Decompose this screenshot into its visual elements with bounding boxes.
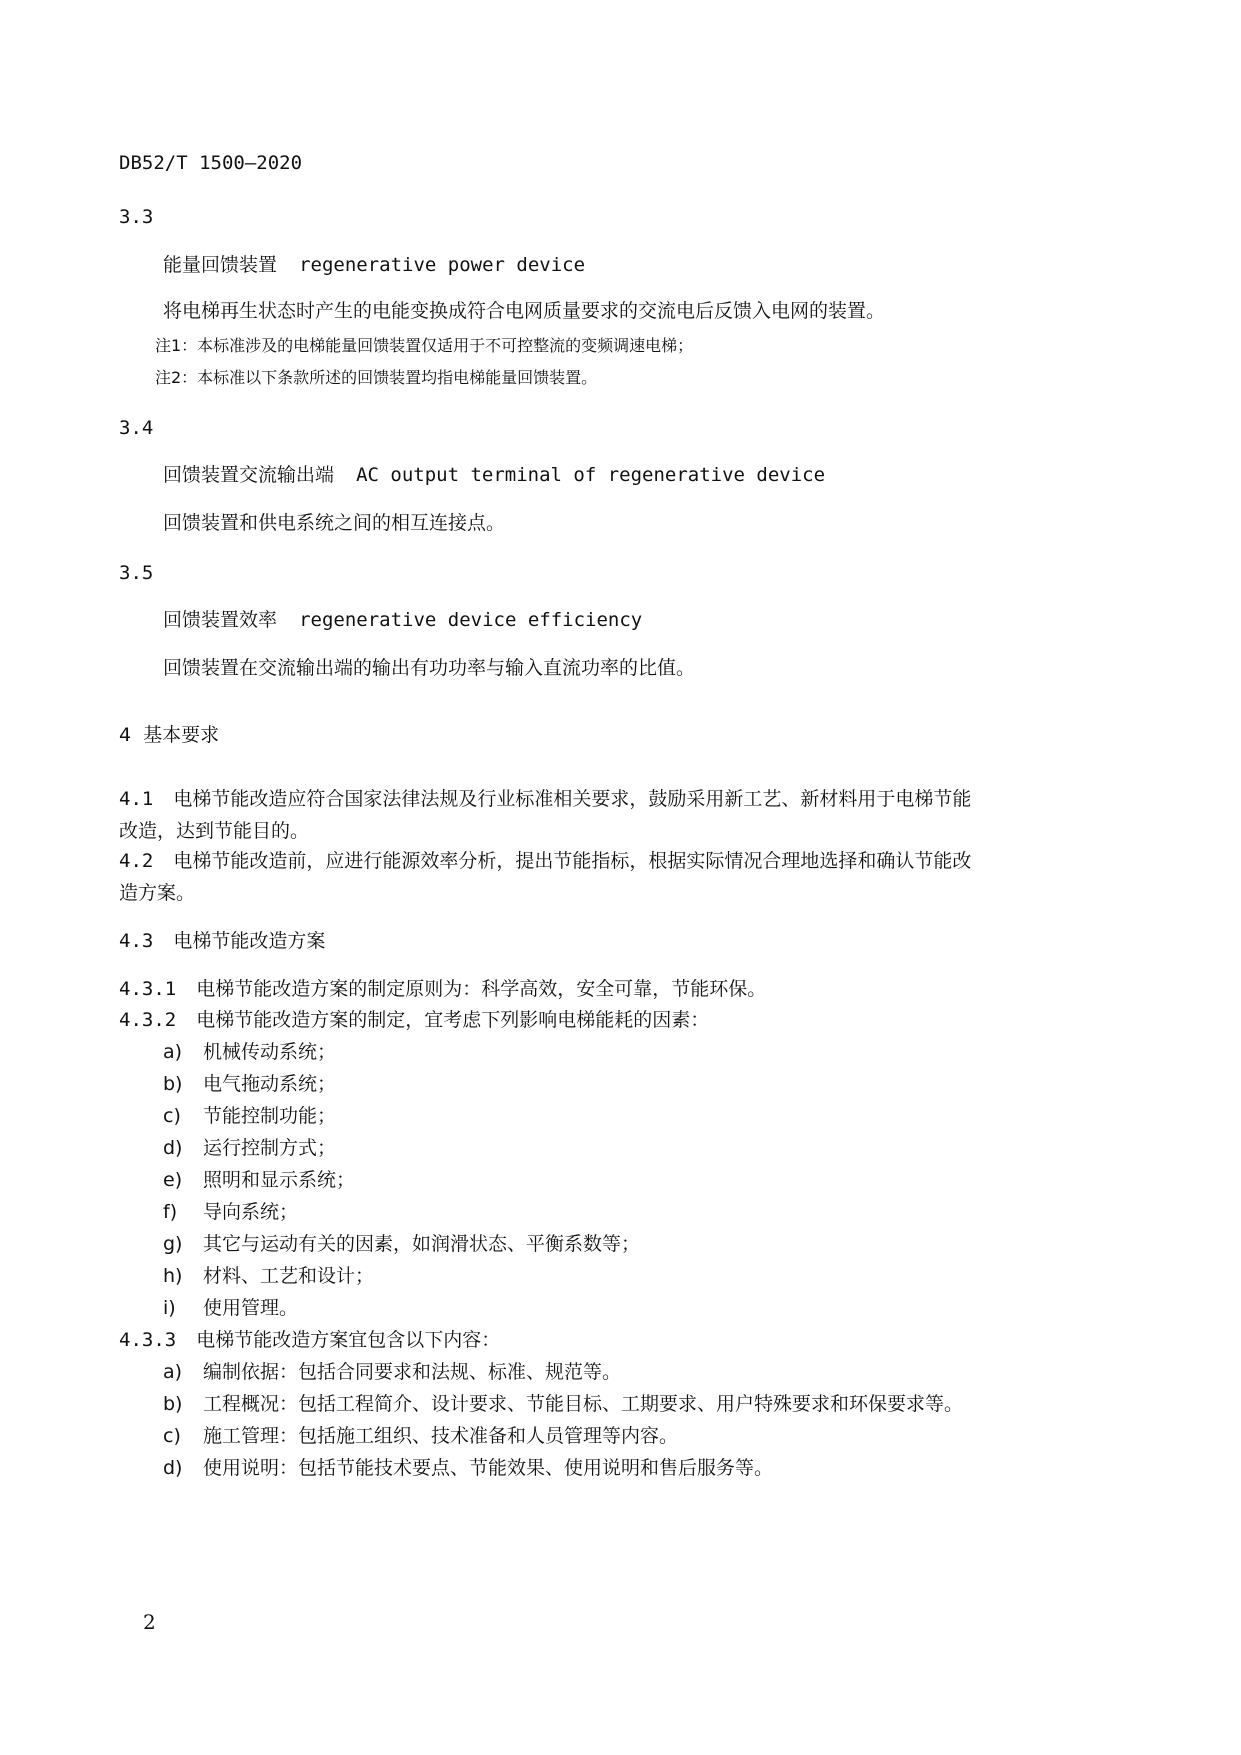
term-definition: 回馈装置在交流输出端的输出有功功率与输入直流功率的比值。	[163, 657, 696, 679]
list-label: d)	[163, 1137, 183, 1159]
document-code: DB52/T 1500—2020	[119, 152, 303, 174]
clause-4-3-3	[119, 1331, 500, 1350]
clause-number: 4.3.1	[119, 978, 177, 1000]
list-label: e)	[163, 1169, 183, 1191]
term-name-en: regenerative power device	[299, 254, 586, 276]
term-name-cn: 回馈装置效率	[163, 609, 278, 631]
clause-number: 4.2	[119, 850, 154, 872]
clause-text: 电梯节能改造前，应进行能源效率分析，提出节能指标，根据实际情况合理地选择和确认节能改	[173, 850, 972, 872]
list-label: b)	[163, 1393, 183, 1415]
clause-text: 电梯节能改造方案的制定，宜考虑下列影响电梯能耗的因素：	[196, 1009, 710, 1031]
list-label: f)	[163, 1201, 178, 1223]
list-text: 编制依据：包括合同要求和法规、标准、规范等。	[203, 1361, 622, 1383]
clause-text: 电梯节能改造应符合国家法律法规及行业标准相关要求，鼓励采用新工艺、新材料用于电梯节能	[173, 788, 972, 810]
clause-number: 4.3.3	[119, 1329, 177, 1351]
clause-number: 4.3	[119, 930, 154, 952]
term-name-en: AC output terminal of regenerative device	[356, 464, 826, 486]
term-name-en: regenerative device efficiency	[299, 609, 643, 631]
list-item	[163, 1171, 355, 1190]
clause-text: 电梯节能改造方案宜包含以下内容：	[196, 1329, 501, 1351]
list-text: 使用说明：包括节能技术要点、节能效果、使用说明和售后服务等。	[203, 1457, 774, 1479]
clause-4-1	[119, 790, 971, 809]
list-text: 运行控制方式；	[203, 1137, 337, 1159]
list-text: 节能控制功能；	[203, 1105, 337, 1127]
list-item	[163, 1267, 374, 1286]
list-item	[163, 1139, 336, 1158]
term-note: 注2：本标准以下条款所述的回馈装置均指电梯能量回馈装置。	[155, 368, 598, 387]
list-text: 施工管理：包括施工组织、技术准备和人员管理等内容。	[203, 1425, 679, 1447]
list-text: 电气拖动系统；	[203, 1073, 337, 1095]
page-number: 2	[143, 1610, 156, 1634]
list-label: a)	[163, 1041, 183, 1063]
clause-4-2	[119, 852, 971, 871]
list-text: 机械传动系统；	[203, 1041, 337, 1063]
list-item	[163, 1203, 298, 1222]
list-text: 照明和显示系统；	[203, 1169, 356, 1191]
clause-text: 电梯节能改造方案的制定原则为：科学高效，安全可靠，节能环保。	[196, 978, 767, 1000]
term-definition: 将电梯再生状态时产生的电能变换成符合电网质量要求的交流电后反馈入电网的装置。	[163, 300, 886, 322]
term-title	[163, 466, 825, 485]
list-label: a)	[163, 1361, 183, 1383]
term-title	[163, 611, 642, 630]
list-label: i)	[163, 1297, 176, 1319]
list-label: g)	[163, 1233, 183, 1255]
clause-4-3-1	[119, 980, 766, 999]
list-item	[163, 1299, 298, 1318]
list-item	[163, 1395, 963, 1414]
list-text: 材料、工艺和设计；	[203, 1265, 375, 1287]
list-item	[163, 1235, 640, 1254]
list-label: h)	[163, 1265, 183, 1287]
subsection-4-3-heading	[119, 932, 325, 951]
term-note: 注1：本标准涉及的电梯能量回馈装置仅适用于不可控整流的变频调速电梯；	[155, 336, 694, 355]
list-label: c)	[163, 1425, 181, 1447]
list-item	[163, 1107, 336, 1126]
list-label: b)	[163, 1073, 183, 1095]
subsection-title: 电梯节能改造方案	[173, 930, 326, 952]
list-item	[163, 1459, 773, 1478]
clause-text-continued: 造方案。	[119, 882, 196, 904]
section-heading: 4 基本要求	[119, 724, 220, 746]
term-name-cn: 回馈装置交流输出端	[163, 464, 335, 486]
term-number: 3.3	[119, 206, 154, 228]
list-text: 其它与运动有关的因素，如润滑状态、平衡系数等；	[203, 1233, 641, 1255]
clause-text-continued: 改造，达到节能目的。	[119, 820, 310, 842]
term-title	[163, 256, 585, 275]
clause-number: 4.1	[119, 788, 154, 810]
list-text: 工程概况：包括工程简介、设计要求、节能目标、工期要求、用户特殊要求和环保要求等。	[203, 1393, 964, 1415]
clause-4-3-2	[119, 1011, 709, 1030]
list-label: c)	[163, 1105, 181, 1127]
list-text: 使用管理。	[203, 1297, 299, 1319]
list-item	[163, 1427, 678, 1446]
term-definition: 回馈装置和供电系统之间的相互连接点。	[163, 512, 506, 534]
list-label: d)	[163, 1457, 183, 1479]
list-item	[163, 1075, 336, 1094]
list-item	[163, 1043, 336, 1062]
term-name-cn: 能量回馈装置	[163, 254, 278, 276]
list-text: 导向系统；	[203, 1201, 299, 1223]
term-number: 3.4	[119, 417, 154, 439]
clause-number: 4.3.2	[119, 1009, 177, 1031]
term-number: 3.5	[119, 562, 154, 584]
list-item	[163, 1363, 621, 1382]
